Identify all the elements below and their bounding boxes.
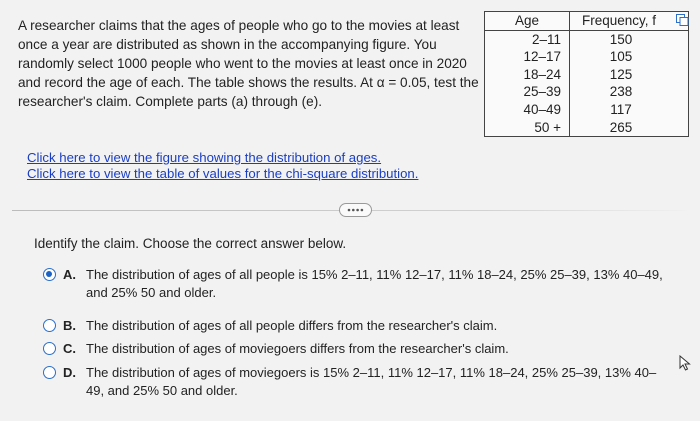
frequency-cell: 238 [570, 83, 689, 101]
age-cell: 50 + [485, 119, 570, 137]
problem-statement: A researcher claims that the ages of people who go to the movies at least once a year are distributed as shown in the accompanying figure. You randomly select 1000 people who went to the movies at least once in 2020 and record the age of each. The table shows the results. At α = 0.05, test the researcher's claim. Complete parts (a) through (e). [18, 18, 479, 109]
frequency-cell: 105 [570, 48, 689, 66]
radio-button-selected[interactable] [43, 268, 56, 281]
resource-links [27, 150, 418, 182]
age-cell: 18–24 [485, 66, 570, 84]
frequency-cell: 125 [570, 66, 689, 84]
option-text: The distribution of ages of all people is 15% 2–11, 11% 12–17, 11% 18–24, 25% 25–39, 13% 40–49, and 25% 50 and older. [86, 267, 663, 300]
option-text: The distribution of ages of moviegoers is 15% 2–11, 11% 12–17, 11% 18–24, 25% 25–39, 13% 40–49, and 25% 50 and older. [86, 365, 657, 398]
question-instruction: Identify the claim. Choose the correct answer below. [34, 236, 347, 251]
frequency-cell: 117 [570, 101, 689, 119]
option-text: The distribution of ages of all people differs from the researcher's claim. [86, 318, 498, 333]
expand-more-button[interactable] [339, 203, 372, 217]
age-cell: 40–49 [485, 101, 570, 119]
column-header-age: Age [485, 12, 570, 31]
table-row [485, 30, 689, 48]
answer-option-c[interactable] [43, 340, 509, 358]
table-row [485, 119, 689, 137]
age-cell: 12–17 [485, 48, 570, 66]
option-letter: D. [63, 365, 76, 380]
option-letter: A. [63, 267, 76, 282]
frequency-cell: 265 [570, 119, 689, 137]
answer-option-a[interactable] [43, 266, 683, 302]
option-letter: B. [63, 318, 76, 333]
radio-button[interactable] [43, 366, 56, 379]
mouse-cursor-icon [679, 355, 691, 371]
table-row [485, 83, 689, 101]
chi-square-table-link[interactable]: Click here to view the table of values for the chi-square distribution. [27, 166, 419, 181]
table-row [485, 101, 689, 119]
option-letter: C. [63, 341, 76, 356]
table-header-row [485, 12, 689, 31]
age-cell: 2–11 [485, 30, 570, 48]
age-cell: 25–39 [485, 83, 570, 101]
copy-icon[interactable] [676, 14, 689, 26]
frequency-cell: 150 [570, 30, 689, 48]
answer-option-d[interactable] [43, 364, 673, 400]
answer-option-b[interactable] [43, 317, 497, 335]
radio-button[interactable] [43, 319, 56, 332]
table-row [485, 66, 689, 84]
ellipsis-icon [347, 208, 364, 212]
frequency-table [484, 11, 689, 137]
figure-link[interactable]: Click here to view the figure showing the distribution of ages. [27, 150, 382, 165]
table-row [485, 48, 689, 66]
option-text: The distribution of ages of moviegoers differs from the researcher's claim. [86, 341, 509, 356]
radio-button[interactable] [43, 342, 56, 355]
column-header-frequency: Frequency, f [570, 12, 689, 31]
